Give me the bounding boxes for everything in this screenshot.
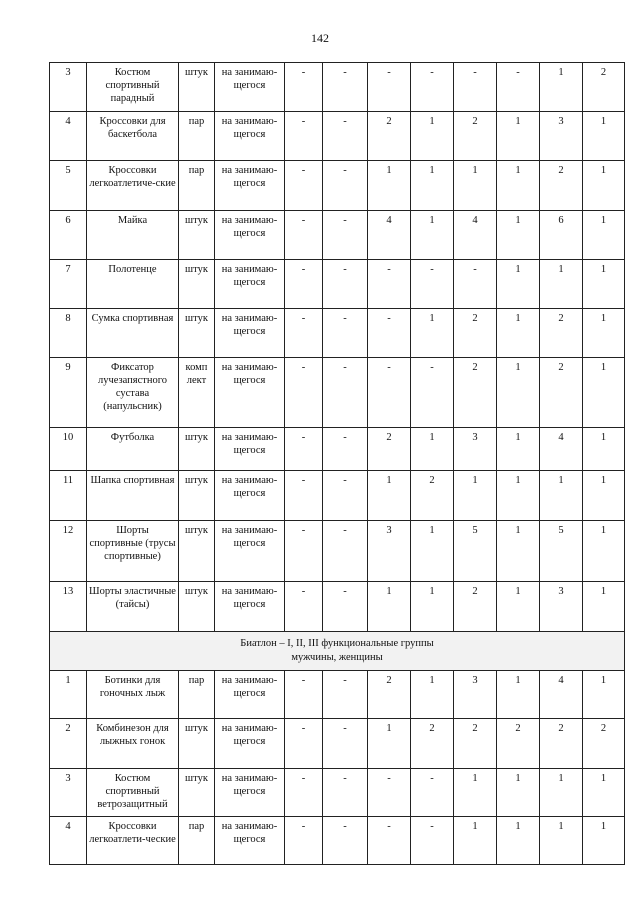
quantity-cell: 2 [583, 719, 625, 769]
item-name: Комбинезон для лыжных гонок [87, 719, 179, 769]
quantity-cell: 1 [497, 671, 540, 719]
per-person-cell: на занимаю-щегося [215, 471, 285, 521]
per-person-cell: на занимаю-щегося [215, 769, 285, 817]
quantity-cell: 6 [540, 211, 583, 260]
quantity-cell: - [323, 211, 368, 260]
quantity-cell: 1 [540, 63, 583, 112]
quantity-cell: 2 [497, 719, 540, 769]
per-person-cell: на занимаю-щегося [215, 211, 285, 260]
section-header-row [50, 632, 625, 671]
quantity-cell: - [454, 63, 497, 112]
per-person-cell: на занимаю-щегося [215, 358, 285, 428]
quantity-cell: 2 [454, 582, 497, 632]
row-number: 3 [50, 63, 87, 112]
row-number: 2 [50, 719, 87, 769]
quantity-cell: 3 [454, 671, 497, 719]
quantity-cell: - [285, 211, 323, 260]
quantity-cell: 1 [497, 112, 540, 161]
unit-cell: штук [179, 211, 215, 260]
unit-cell: пар [179, 112, 215, 161]
table-row [50, 309, 625, 358]
quantity-cell: - [411, 260, 454, 309]
quantity-cell: 1 [368, 471, 411, 521]
quantity-cell: 1 [368, 582, 411, 632]
unit-cell: штук [179, 309, 215, 358]
quantity-cell: 1 [454, 817, 497, 865]
per-person-cell: на занимаю-щегося [215, 428, 285, 471]
quantity-cell: 1 [411, 428, 454, 471]
item-name: Костюм спортивный ветрозащитный [87, 769, 179, 817]
quantity-cell: 2 [411, 471, 454, 521]
quantity-cell: - [323, 112, 368, 161]
unit-cell: штук [179, 63, 215, 112]
quantity-cell: 1 [411, 521, 454, 582]
per-person-cell: на занимаю-щегося [215, 63, 285, 112]
quantity-cell: 1 [411, 671, 454, 719]
quantity-cell: - [285, 63, 323, 112]
item-name: Футболка [87, 428, 179, 471]
table-row [50, 817, 625, 865]
quantity-cell: 1 [497, 521, 540, 582]
quantity-cell: - [285, 309, 323, 358]
item-name: Кроссовки легкоатлети-ческие [87, 817, 179, 865]
unit-cell: штук [179, 471, 215, 521]
quantity-cell: 1 [540, 471, 583, 521]
per-person-cell: на занимаю-щегося [215, 309, 285, 358]
item-name: Майка [87, 211, 179, 260]
quantity-cell: 4 [540, 428, 583, 471]
unit-cell: пар [179, 671, 215, 719]
unit-cell: штук [179, 521, 215, 582]
table-row [50, 161, 625, 211]
quantity-cell: 1 [497, 471, 540, 521]
quantity-cell: - [368, 358, 411, 428]
row-number: 3 [50, 769, 87, 817]
quantity-cell: - [323, 521, 368, 582]
quantity-cell: 1 [583, 471, 625, 521]
item-name: Фиксатор лучезапястного сустава (напульсник) [87, 358, 179, 428]
quantity-cell: 1 [497, 582, 540, 632]
quantity-cell: 1 [497, 260, 540, 309]
item-name: Ботинки для гоночных лыж [87, 671, 179, 719]
quantity-cell: 2 [540, 719, 583, 769]
quantity-cell: 4 [540, 671, 583, 719]
quantity-cell: - [368, 769, 411, 817]
per-person-cell: на занимаю-щегося [215, 521, 285, 582]
row-number: 8 [50, 309, 87, 358]
quantity-cell: - [323, 471, 368, 521]
quantity-cell: 2 [368, 671, 411, 719]
quantity-cell: 4 [454, 211, 497, 260]
table-row [50, 671, 625, 719]
quantity-cell: - [323, 671, 368, 719]
quantity-cell: 3 [454, 428, 497, 471]
quantity-cell: 2 [454, 358, 497, 428]
quantity-cell: 1 [368, 719, 411, 769]
table-row [50, 428, 625, 471]
quantity-cell: - [285, 671, 323, 719]
quantity-cell: 1 [583, 309, 625, 358]
table-row [50, 211, 625, 260]
quantity-cell: 1 [411, 211, 454, 260]
item-name: Кроссовки легкоатлетиче-ские [87, 161, 179, 211]
row-number: 11 [50, 471, 87, 521]
quantity-cell: 2 [540, 161, 583, 211]
table-row [50, 521, 625, 582]
unit-cell: штук [179, 582, 215, 632]
quantity-cell: 1 [497, 817, 540, 865]
quantity-cell: - [368, 309, 411, 358]
item-name: Полотенце [87, 260, 179, 309]
row-number: 1 [50, 671, 87, 719]
quantity-cell: - [497, 63, 540, 112]
quantity-cell: - [285, 428, 323, 471]
quantity-cell: 1 [497, 769, 540, 817]
quantity-cell: - [323, 769, 368, 817]
item-name: Кроссовки для баскетбола [87, 112, 179, 161]
unit-cell: штук [179, 719, 215, 769]
quantity-cell: 1 [454, 471, 497, 521]
quantity-cell: 1 [583, 112, 625, 161]
quantity-cell: 2 [411, 719, 454, 769]
quantity-cell: - [285, 719, 323, 769]
quantity-cell: - [323, 428, 368, 471]
quantity-cell: 5 [540, 521, 583, 582]
quantity-cell: - [411, 63, 454, 112]
table-row [50, 769, 625, 817]
quantity-cell: - [285, 358, 323, 428]
unit-cell: штук [179, 260, 215, 309]
row-number: 4 [50, 112, 87, 161]
per-person-cell: на занимаю-щегося [215, 260, 285, 309]
item-name: Шорты эластичные (тайсы) [87, 582, 179, 632]
row-number: 10 [50, 428, 87, 471]
quantity-cell: - [323, 719, 368, 769]
item-name: Шапка спортивная [87, 471, 179, 521]
quantity-cell: 3 [368, 521, 411, 582]
quantity-cell: 1 [411, 112, 454, 161]
quantity-cell: 1 [583, 582, 625, 632]
quantity-cell: 1 [497, 161, 540, 211]
quantity-cell: - [285, 112, 323, 161]
quantity-cell: 1 [540, 817, 583, 865]
item-name: Шорты спортивные (трусы спортивные) [87, 521, 179, 582]
quantity-cell: 1 [411, 309, 454, 358]
quantity-cell: 2 [454, 719, 497, 769]
quantity-cell: - [368, 63, 411, 112]
quantity-cell: 1 [583, 521, 625, 582]
quantity-cell: - [323, 309, 368, 358]
quantity-cell: 4 [368, 211, 411, 260]
row-number: 9 [50, 358, 87, 428]
table-row [50, 719, 625, 769]
quantity-cell: 5 [454, 521, 497, 582]
quantity-cell: - [454, 260, 497, 309]
quantity-cell: - [323, 817, 368, 865]
quantity-cell: - [323, 63, 368, 112]
quantity-cell: 2 [583, 63, 625, 112]
quantity-cell: 1 [583, 671, 625, 719]
quantity-cell: 1 [497, 358, 540, 428]
quantity-cell: - [285, 260, 323, 309]
row-number: 5 [50, 161, 87, 211]
section-title: Биатлон – I, II, III функциональные группы [240, 638, 434, 649]
quantity-cell: 2 [540, 309, 583, 358]
quantity-cell: - [323, 358, 368, 428]
quantity-cell: 2 [368, 428, 411, 471]
per-person-cell: на занимаю-щегося [215, 817, 285, 865]
row-number: 4 [50, 817, 87, 865]
quantity-cell: 1 [583, 260, 625, 309]
per-person-cell: на занимаю-щегося [215, 671, 285, 719]
table-row [50, 63, 625, 112]
quantity-cell: 1 [540, 769, 583, 817]
page-number: 142 [311, 31, 329, 45]
quantity-cell: 3 [540, 582, 583, 632]
per-person-cell: на занимаю-щегося [215, 719, 285, 769]
quantity-cell: 1 [411, 161, 454, 211]
quantity-cell: - [411, 358, 454, 428]
equipment-table [49, 62, 625, 865]
quantity-cell: - [411, 769, 454, 817]
quantity-cell: 2 [454, 112, 497, 161]
quantity-cell: - [323, 260, 368, 309]
quantity-cell: 1 [497, 211, 540, 260]
quantity-cell: 1 [540, 260, 583, 309]
table-row [50, 260, 625, 309]
unit-cell: пар [179, 161, 215, 211]
quantity-cell: 1 [454, 769, 497, 817]
quantity-cell: - [285, 521, 323, 582]
quantity-cell: 1 [497, 428, 540, 471]
item-name: Костюм спортивный парадный [87, 63, 179, 112]
quantity-cell: - [285, 161, 323, 211]
quantity-cell: - [285, 471, 323, 521]
per-person-cell: на занимаю-щегося [215, 112, 285, 161]
unit-cell: пар [179, 817, 215, 865]
quantity-cell: 1 [454, 161, 497, 211]
quantity-cell: - [323, 161, 368, 211]
quantity-cell: 2 [454, 309, 497, 358]
quantity-cell: 1 [583, 769, 625, 817]
table-row [50, 358, 625, 428]
quantity-cell: 1 [497, 309, 540, 358]
quantity-cell: 1 [583, 428, 625, 471]
section-header-cell [50, 632, 625, 671]
table-row [50, 582, 625, 632]
quantity-cell: 1 [583, 358, 625, 428]
table-row [50, 112, 625, 161]
quantity-cell: - [285, 769, 323, 817]
item-name: Сумка спортивная [87, 309, 179, 358]
quantity-cell: 1 [411, 582, 454, 632]
per-person-cell: на занимаю-щегося [215, 582, 285, 632]
unit-cell: штук [179, 769, 215, 817]
quantity-cell: 1 [583, 817, 625, 865]
unit-cell: штук [179, 428, 215, 471]
quantity-cell: 2 [540, 358, 583, 428]
row-number: 13 [50, 582, 87, 632]
quantity-cell: - [368, 260, 411, 309]
quantity-cell: 1 [583, 211, 625, 260]
quantity-cell: 1 [583, 161, 625, 211]
per-person-cell: на занимаю-щегося [215, 161, 285, 211]
quantity-cell: - [323, 582, 368, 632]
quantity-cell: - [368, 817, 411, 865]
row-number: 6 [50, 211, 87, 260]
quantity-cell: 1 [368, 161, 411, 211]
row-number: 12 [50, 521, 87, 582]
section-subtitle: мужчины, женщины [291, 652, 383, 663]
unit-cell: комп лект [179, 358, 215, 428]
table-row [50, 471, 625, 521]
quantity-cell: 3 [540, 112, 583, 161]
quantity-cell: - [285, 582, 323, 632]
quantity-cell: 2 [368, 112, 411, 161]
quantity-cell: - [285, 817, 323, 865]
quantity-cell: - [411, 817, 454, 865]
row-number: 7 [50, 260, 87, 309]
